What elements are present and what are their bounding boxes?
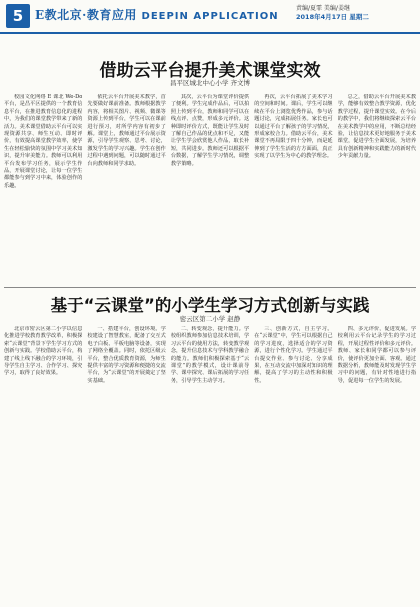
article-byline: 密云区第二小学 赵静 bbox=[179, 315, 241, 323]
article-column: 其次，云平台为课堂评价提供了便利。学生完成作品后，可以拍照上传到平台，教师和同学可以在线点评、点赞，形成多元评价。这种即时评价方式，既能让学生及时了解自己作品的优点和不足，又能让学生学会欣赏他人作品，取长补短，共同进步。教师还可以根据平台数据，了解学生学习情况，调整教学策略。 bbox=[170, 94, 250, 167]
date-line: 2018年4月17日 星期二 bbox=[296, 13, 369, 21]
brand-en: DEEPIN APPLICATION bbox=[141, 11, 279, 22]
article-byline: 昌平区城北中心小学 齐文博 bbox=[169, 79, 251, 87]
article-cloud-classroom bbox=[0, 290, 420, 607]
article-cloud-art bbox=[0, 36, 420, 286]
section-number: 5 bbox=[6, 4, 30, 28]
article-columns bbox=[4, 326, 416, 604]
page-header bbox=[0, 0, 420, 34]
article-divider bbox=[4, 287, 416, 288]
brand-cn: E教北京·教育应用 bbox=[35, 8, 137, 22]
brand-title bbox=[35, 6, 279, 23]
editor-line: 责编/夏霏 美编/姜继 bbox=[296, 5, 350, 12]
article-column: 依托云平台开展美术教学，首先要做好课前准备。教师根据教学内容，将相关图片、视频、微课等资源上传到平台，学生可以在课前进行预习，对所学内容有初步了解。课堂上，教师通过平台展示资源，引导学生观察、思考、讨论，激发学生的学习兴趣。学生在创作过程中遇到问题，可以随时通过平台向教师和同学求助。 bbox=[87, 94, 166, 167]
article-title: 借助云平台提升美术课堂实效 bbox=[99, 61, 321, 81]
article-column: 一、搭建平台，创设环境。学校建设了智慧教室，配备了交互式电子白板、平板电脑等设备，实现了网络全覆盖。同时，依托区级云平台，整合优质教育资源，为师生提供丰富的学习资源和便捷的交流平台，为“云课堂”的开展奠定了坚实基础。 bbox=[87, 326, 166, 384]
article-column: 北京市密云区第二小学以信息化推进学校教育教学改革，积极探索“云课堂”背景下学生学习方式的创新与实践。学校借助云平台，构建了线上线下融合的学习环境，引导学生自主学习、合作学习、探究学习，取得了良好效果。 bbox=[4, 326, 83, 377]
article-column: 四、多元评价，促进发展。学校利用云平台记录学生的学习过程，开展过程性评价和多元评价。教师、家长和同学都可以参与评价，使评价更加全面、客观。通过数据分析，教师能及时发现学生学习中的问题，有针对性地进行指导，促进每一位学生的发展。 bbox=[337, 326, 417, 384]
article-column: 三、创新方式，自主学习。在“云课堂”中，学生可以根据自己的学习进度，选择适合的学习资源，进行个性化学习。学生通过平台提交作业、参与讨论、分享成果，在互动交流中加深对知识的理解，提高了学习的主动性和积极性。 bbox=[254, 326, 333, 384]
article-column: 总之，借助云平台开展美术教学，能够有效整合教学资源，优化教学过程，提升课堂实效。在今后的教学中，我们将继续探索云平台在美术教学中的应用，不断总结经验，让信息技术更好地服务于美术课堂，促进学生全面发展，为培养具有创新精神和实践能力的新时代少年贡献力量。 bbox=[337, 94, 417, 160]
article-column: 二、转变观念，提升能力。学校组织教师参加信息技术培训，学习云平台的使用方法，转变教学观念，提升信息技术与学科教学融合的能力。教师们积极探索基于“云课堂”的教学模式，设计课前导学、课中探究、课后拓展的学习任务，引导学生主动学习。 bbox=[170, 326, 250, 384]
issue-meta bbox=[296, 4, 414, 22]
article-title: 基于“云课堂”的小学生学习方式创新与实践 bbox=[50, 296, 370, 315]
article-column: 校园文化网络 E 课北 We-Do 平台，是昌平区提供的一个教育信息平台，在推进教育信息化的进程中，为我们的课堂教学带来了新的活力。美术课堂借助云平台可以实现资源共享、师生互动、即时评价，有效提高课堂教学效率，使学生在轻松愉快的氛围中学习美术知识，提升审美能力。教师可以利用平台发布学习任务，展示学生作品，开展课堂讨论，让每一位学生都能参与到学习中来，体验创作的乐趣。 bbox=[4, 94, 83, 189]
article-column: 再次，云平台拓展了美术学习的空间和时间。课后，学生可以继续在平台上浏览优秀作品，参与话题讨论，完成拓展任务。家长也可以通过平台了解孩子的学习情况，形成家校合力。借助云平台，美术课堂不再局限于四十分钟，而是延伸到了学生生活的方方面面，真正实现了以学生为中心的教学理念。 bbox=[254, 94, 333, 160]
article-columns bbox=[4, 94, 416, 284]
